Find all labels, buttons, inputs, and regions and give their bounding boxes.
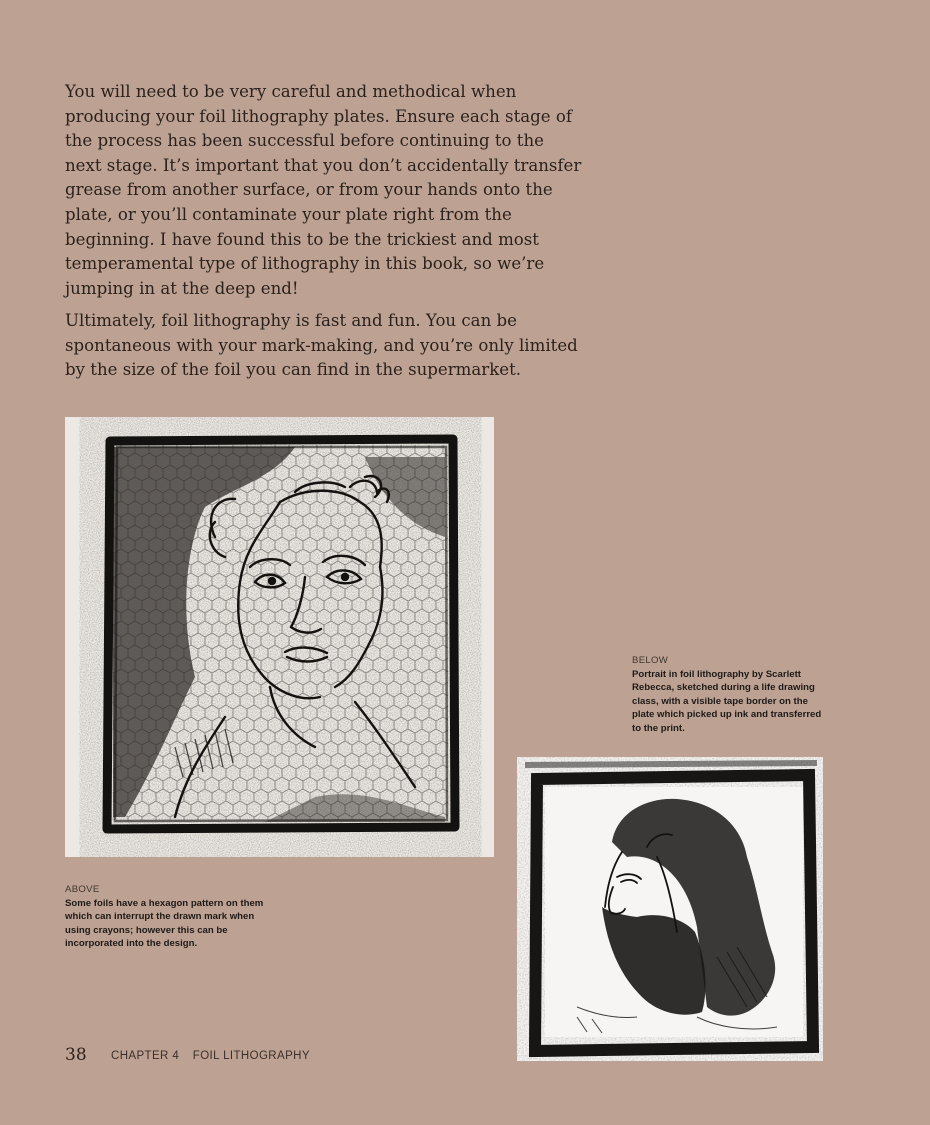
bearded-portrait-illustration <box>517 757 823 1061</box>
chapter-label: CHAPTER 4 <box>111 1050 180 1062</box>
caption-below-text: Portrait in foil lithography by Scarlett Rebecca, sketched during a life drawing class, with a visible tape border on the plate which picked up ink and transferred to the print. <box>632 668 822 734</box>
caption-below <box>632 654 832 736</box>
caption-above-label: ABOVE <box>65 884 100 895</box>
foil-litho-print-hexagon-portrait <box>65 417 494 857</box>
page-number: 38 <box>65 1045 87 1065</box>
hexagon-portrait-illustration <box>65 417 494 857</box>
caption-above-text: Some foils have a hexagon pattern on them which can interrupt the drawn mark when using crayons; however this can be incorporated into the design. <box>65 897 264 950</box>
body-paragraph-1: You will need to be very careful and methodical when producing your foil lithography plates. Ensure each stage of the process has been successful before continuing to the next stage. It’s important that you don’t accidentally transfer grease from another surface, or from your hands onto the plate, or you’ll contaminate your plate right from the beginning. I have found this to be the trickiest and most temperamental type of lithography in this book, so we’re jumping in at the deep end! <box>65 82 582 298</box>
foil-litho-print-bearded-portrait <box>517 757 823 1061</box>
caption-below-label: BELOW <box>632 655 669 666</box>
running-footer <box>111 1050 320 1062</box>
section-label: FOIL LITHOGRAPHY <box>192 1050 310 1062</box>
body-paragraph-2: Ultimately, foil lithography is fast and fun. You can be spontaneous with your mark-making, and you’re only limited by the size of the foil you can find in the supermarket. <box>65 311 578 380</box>
caption-above <box>65 883 265 951</box>
